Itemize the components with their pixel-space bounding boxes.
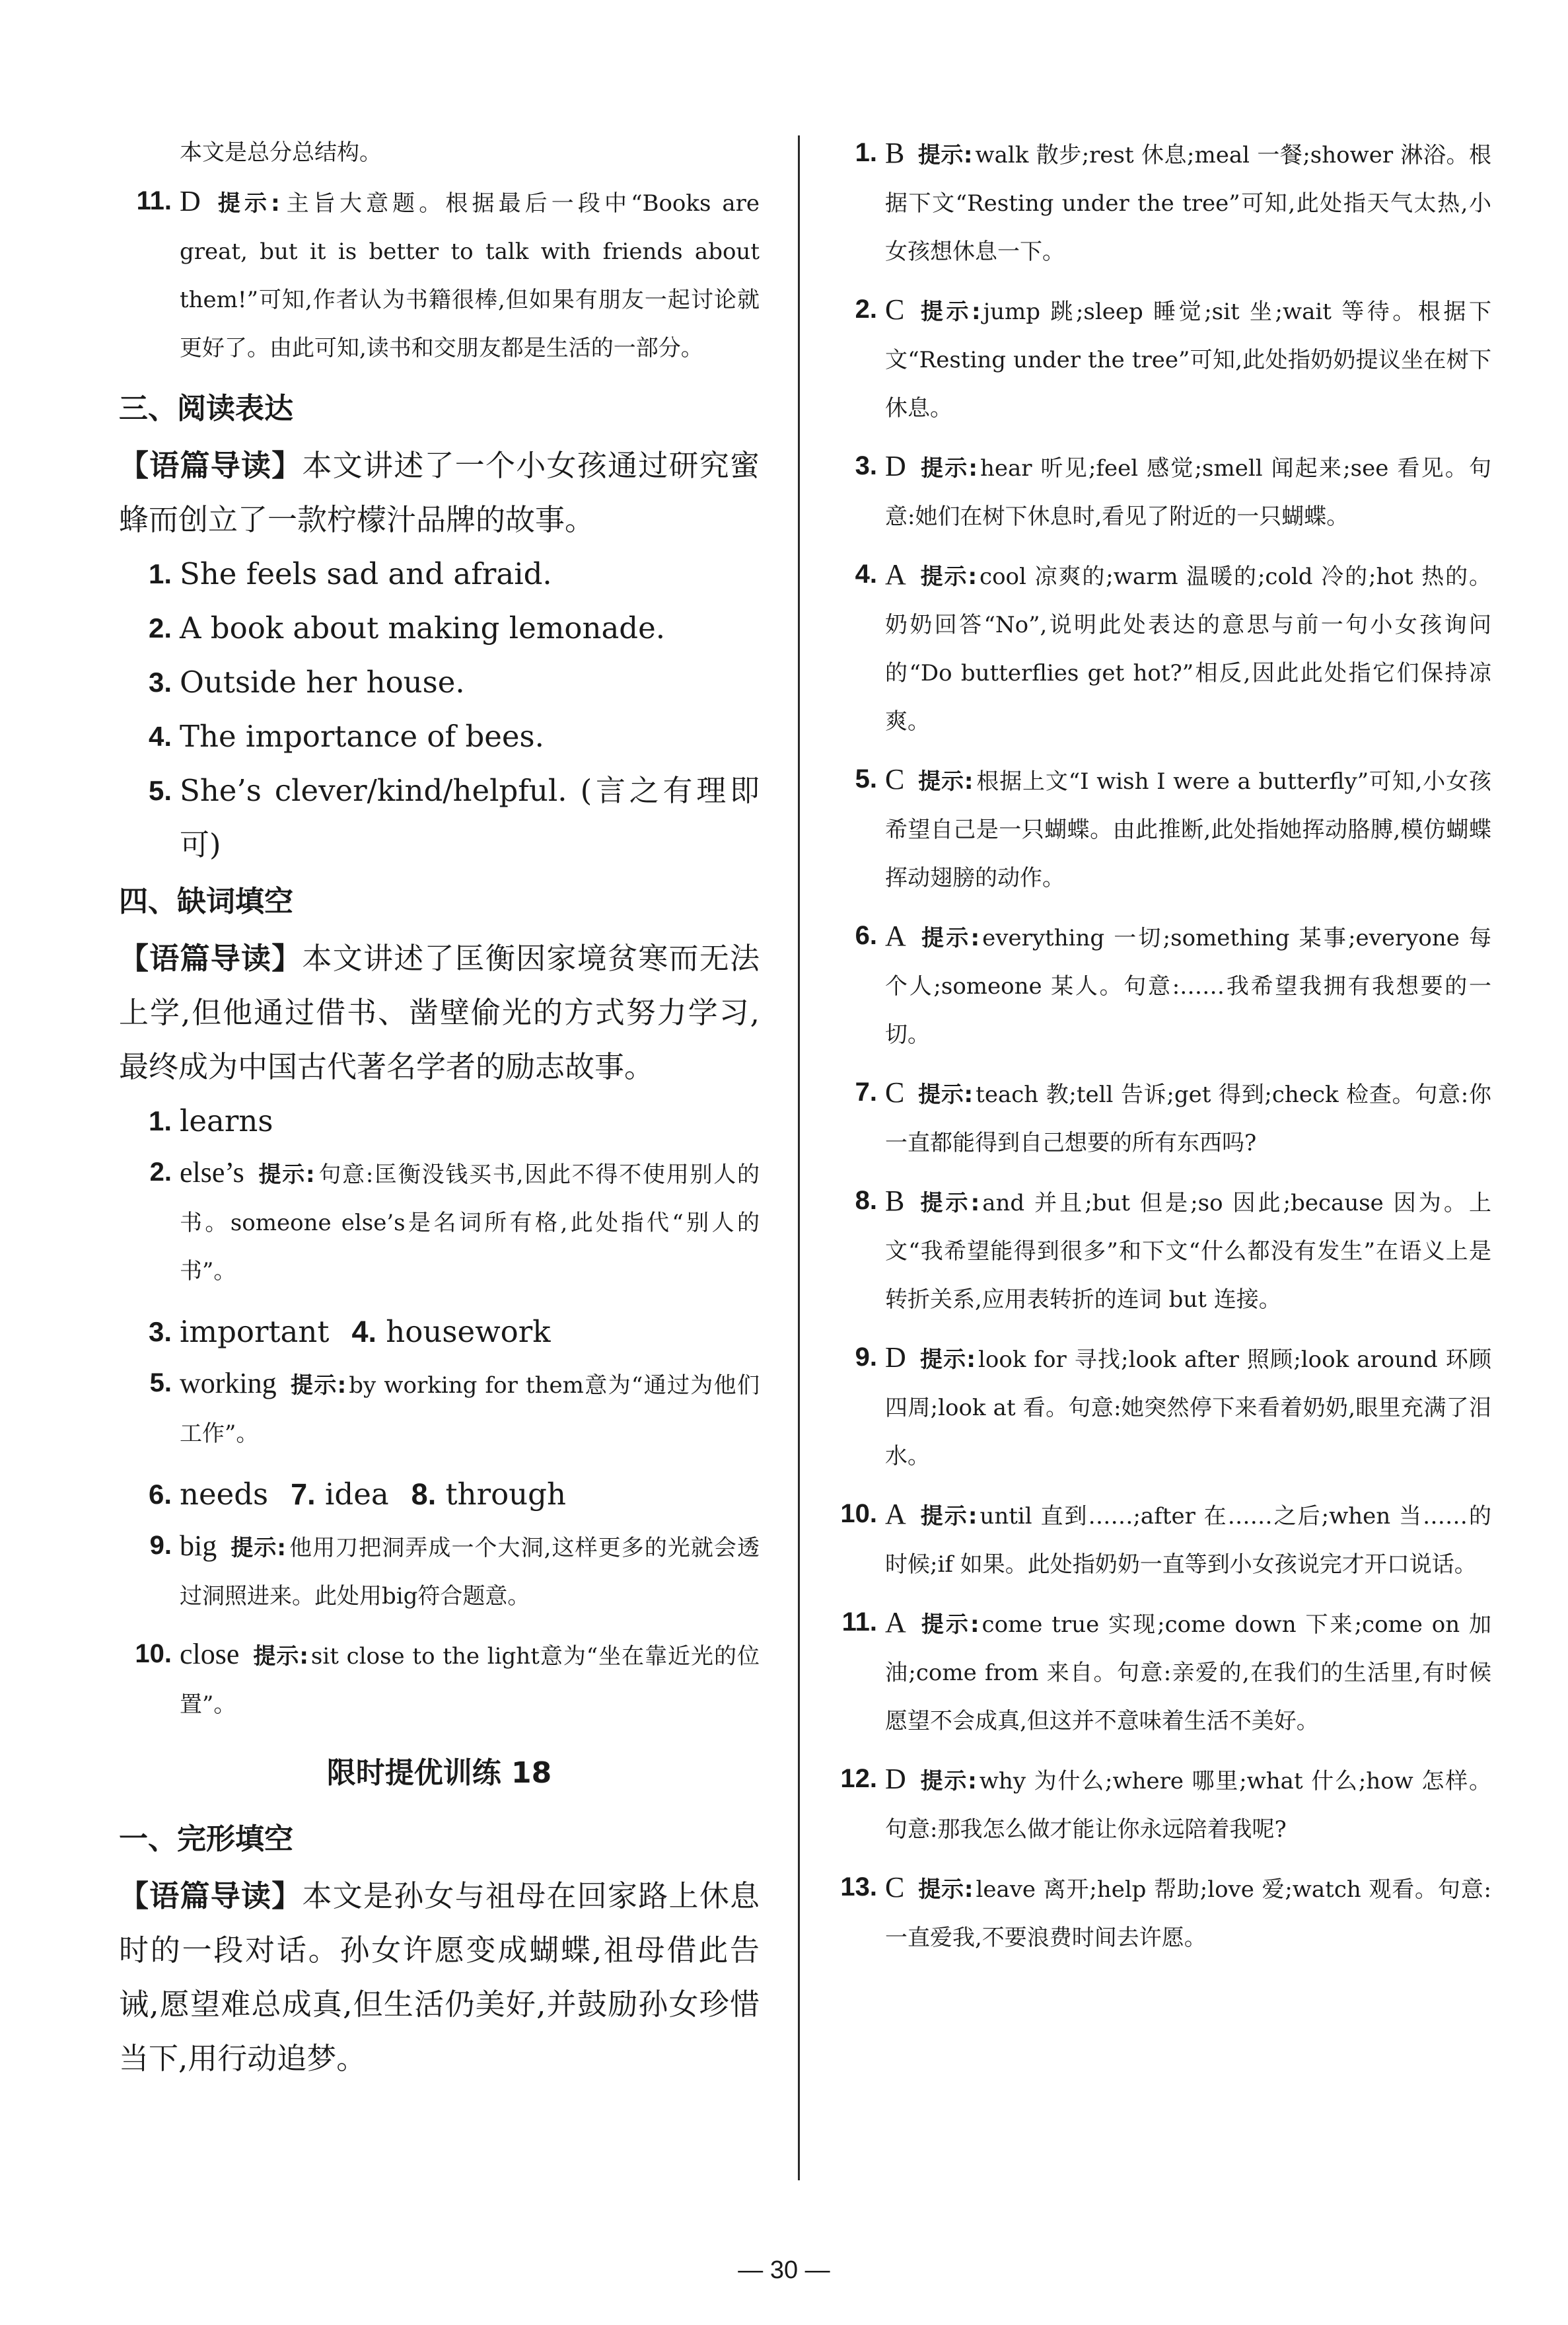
hint-label: 提示: [919, 1611, 980, 1638]
hint-label: 提示: [289, 1372, 347, 1399]
item-text: She feels sad and afraid. [180, 556, 552, 591]
answer-item [824, 129, 1491, 276]
hint-text: 句意:匡衡没钱买书,因此不得不使用别人的书。someone else’s是名词所有格,此处指代“别人的书”。 [180, 1162, 760, 1284]
item-number: 4. [855, 560, 877, 589]
answer-letter: A [885, 1498, 906, 1530]
right-column [824, 129, 1491, 1972]
item-number: 3. [148, 667, 172, 698]
item-word: needs [180, 1477, 269, 1512]
hint-label: 提示: [917, 768, 974, 795]
item-number: 1. [148, 1105, 172, 1136]
answer-letter: C [885, 1871, 905, 1903]
answer-letter: D [885, 1341, 906, 1374]
hint-text: walk 散步;rest 休息;meal 一餐;shower 淋浴。根据下文“Resting under the tree”可知,此处指天气太热,小女孩想休息一下。 [885, 142, 1491, 265]
item-number: 9. [149, 1531, 172, 1560]
hint-text: look for 寻找;look after 照顾;look around 环顾四周;look at 看。句意:她突然停下来看着奶奶,眼里充满了泪水。 [885, 1347, 1491, 1469]
answer-letter: C [885, 293, 905, 326]
answer-item [824, 755, 1491, 903]
hint-label: 提示: [917, 1082, 974, 1108]
hint-text: come true 实现;come down 下来;come on 加油;come from 来自。句意:亲爱的,在我们的生活里,有时候愿望不会成真,但这并不意味着生活不美好。 [885, 1611, 1491, 1734]
answer-letter: A [885, 1606, 906, 1639]
item-number: 7. [855, 1078, 877, 1107]
answer-letter: D [885, 1763, 906, 1795]
hint-label: 提示: [919, 564, 978, 590]
item-number: 10. [840, 1499, 877, 1528]
hint-label: 提示: [919, 455, 978, 482]
hint-label: 提示: [252, 1643, 308, 1670]
answer-item [824, 285, 1491, 433]
item-number: 8. [411, 1477, 437, 1511]
hint-text: until 直到……;after 在……之后;when 当……的时候;if 如果。此处指奶奶一直等到小女孩说完才开口说话。 [885, 1503, 1491, 1578]
hint-text: leave 离开;help 帮助;love 爱;watch 观看。句意:一直爱我,不要浪费时间去许愿。 [885, 1876, 1491, 1951]
hint-label: 提示: [917, 1190, 980, 1216]
list-item [119, 764, 760, 872]
item-word: housework [386, 1314, 551, 1349]
answer-letter: C [885, 763, 905, 795]
list-item [119, 601, 760, 655]
hint-label: 提示: [919, 925, 980, 951]
hint-text: by working for them意为“通过为他们工作”。 [180, 1372, 760, 1447]
page-number: — 30 — [738, 2256, 830, 2284]
list-item [119, 655, 760, 710]
answer-letter: D [885, 450, 906, 482]
answer-item [824, 1177, 1491, 1324]
hint-text: 他用刀把洞弄成一个大洞,这样更多的光就会透过洞照进来。此处用big符合题意。 [180, 1535, 760, 1609]
list-item [119, 1305, 760, 1359]
item-word: important [180, 1314, 330, 1349]
item-text: The importance of bees. [180, 719, 544, 754]
item-number: 2. [148, 612, 172, 644]
hint-label: 提示: [230, 1535, 286, 1561]
item-word: idea [325, 1477, 389, 1512]
item-number: 1. [855, 138, 877, 167]
hint-text: teach 教;tell 告诉;get 得到;check 检查。句意:你一直都能得到自己想要的所有东西吗? [885, 1082, 1491, 1156]
answer-item [824, 1068, 1491, 1167]
hint-label: 提示: [919, 1503, 978, 1530]
item-word: learns [180, 1103, 273, 1138]
guide-tag: 【语篇导读】 [119, 1878, 303, 1913]
item-number: 6. [855, 921, 877, 950]
column-divider [798, 135, 800, 2180]
hint-text: cool 凉爽的;warm 温暖的;cold 冷的;hot 热的。奶奶回答“No”,说明此处表达的意思与前一句小女孩询问的“Do butterflies get hot?”相反,因此此处指它们保持凉爽。 [885, 564, 1491, 735]
answer-item [824, 550, 1491, 746]
hint-text: jump 跳;sleep 睡觉;sit 坐;wait 等待。根据下文“Resting under the tree”可知,此处指奶奶提议坐在树下休息。 [885, 299, 1491, 422]
answer-letter: A [885, 558, 906, 591]
answer-item [824, 1490, 1491, 1589]
guide-tag: 【语篇导读】 [119, 941, 303, 976]
list-item [119, 547, 760, 601]
item-word: else’s [180, 1156, 244, 1189]
list-item [119, 1148, 760, 1296]
hint-label: 提示: [917, 299, 981, 325]
list-item [119, 1094, 760, 1148]
guide-text: 本文讲述了一个小女孩通过研究蜜蜂而创立了一款柠檬汁品牌的故事。 [119, 448, 760, 537]
item-word: big [180, 1530, 217, 1562]
item-text: She’s clever/kind/helpful. (言之有理即可) [180, 773, 760, 862]
answer-letter: A [885, 920, 906, 952]
item-number: 5. [149, 1368, 172, 1397]
hint-label: 提示: [919, 1347, 976, 1373]
item-number: 4. [351, 1315, 376, 1348]
answer-letter: D [180, 185, 201, 217]
guide-tag: 【语篇导读】 [119, 448, 303, 483]
hint-text: sit close to the light意为“坐在靠近光的位置”。 [180, 1643, 760, 1718]
hint-text: 主旨大意题。根据最后一段中“Books are great, but it is better to talk with friends about them!”可知,作者认为书籍很棒,但如果有朋友一起讨论就更好了。由此可知,读书和交朋友都是生活的一部分。 [180, 190, 760, 361]
answer-item [824, 1755, 1491, 1854]
item-number: 11. [841, 1607, 877, 1637]
answer-letter: C [885, 1076, 905, 1109]
answer-item [824, 1333, 1491, 1481]
item-number: 6. [148, 1479, 172, 1510]
hint-label: 提示: [919, 1768, 977, 1794]
item-number: 3. [855, 451, 877, 480]
hint-label: 提示: [917, 1876, 974, 1903]
item-number: 5. [148, 775, 172, 806]
answer-item [824, 442, 1491, 541]
section-heading-reading-expression: 三、阅读表达 [119, 392, 293, 425]
item-word: close [180, 1638, 240, 1670]
guide-paragraph [119, 932, 760, 1094]
hint-text: hear 听见;feel 感觉;smell 闻起来;see 看见。句意:她们在树下休息时,看见了附近的一只蝴蝶。 [885, 455, 1491, 530]
item-number: 3. [148, 1316, 172, 1347]
item-number: 7. [291, 1477, 316, 1511]
hint-text: 根据上文“I wish I were a butterfly”可知,小女孩希望自己是一只蝴蝶。由此推断,此处指她挥动胳膊,模仿蝴蝶挥动翅膀的动作。 [885, 768, 1491, 891]
item-number: 8. [855, 1186, 877, 1215]
section-heading-cloze: 一、完形填空 [119, 1822, 293, 1856]
list-item [119, 710, 760, 764]
hint-label: 提示: [213, 190, 280, 217]
item-text: Outside her house. [180, 665, 465, 700]
hint-text: and 并且;but 但是;so 因此;because 因为。上文“我希望能得到很多”和下文“什么都没有发生”在语义上是转折关系,应用表转折的连词 but 连接。 [885, 1190, 1491, 1313]
hint-label: 提示: [917, 142, 973, 168]
list-item [119, 1467, 760, 1522]
item-number: 11. [136, 186, 172, 215]
answer-item [824, 1863, 1491, 1962]
answer-item [824, 1598, 1491, 1746]
item-number: 12. [840, 1764, 877, 1793]
answer-letter: B [885, 1185, 905, 1217]
section-heading-fill-blanks: 四、缺词填空 [119, 885, 293, 918]
guide-paragraph [119, 439, 760, 547]
item-number: 2. [149, 1158, 172, 1187]
guide-text: 本文讲述了匡衡因家境贫寒而无法上学,但他通过借书、凿壁偷光的方式努力学习,最终成为中国古代著名学者的励志故事。 [119, 941, 760, 1084]
hint-text: why 为什么;where 哪里;what 什么;how 怎样。句意:那我怎么做才能让你永远陪着我呢? [885, 1768, 1492, 1843]
left-column [119, 129, 760, 2086]
item-number: 13. [840, 1872, 877, 1901]
guide-text: 本文是孙女与祖母在回家路上休息时的一段对话。孙女许愿变成蝴蝶,祖母借此告诫,愿望难总成真,但生活仍美好,并鼓励孙女珍惜当下,用行动追梦。 [119, 1878, 760, 2076]
answer-item-11 [119, 177, 760, 373]
practice-title: 限时提优训练 18 [326, 1756, 552, 1790]
guide-paragraph [119, 1869, 760, 2086]
hint-text: everything 一切;something 某事;everyone 每个人;someone 某人。句意:……我希望我拥有我想要的一切。 [885, 925, 1491, 1048]
item-word: working [180, 1367, 277, 1399]
item-text: A book about making lemonade. [180, 610, 666, 646]
list-item [119, 1522, 760, 1621]
answer-item [824, 912, 1491, 1059]
list-item [119, 1630, 760, 1729]
item-number: 4. [148, 721, 172, 752]
item-number: 1. [148, 558, 172, 589]
item-number: 10. [135, 1639, 172, 1668]
intro-line: 本文是总分总结构。 [180, 139, 382, 166]
item-word: through [445, 1477, 566, 1512]
item-number: 9. [855, 1343, 877, 1372]
item-number: 2. [855, 295, 877, 324]
hint-label: 提示: [257, 1162, 315, 1188]
item-number: 5. [855, 764, 877, 793]
answer-letter: B [885, 137, 905, 169]
list-item [119, 1359, 760, 1458]
